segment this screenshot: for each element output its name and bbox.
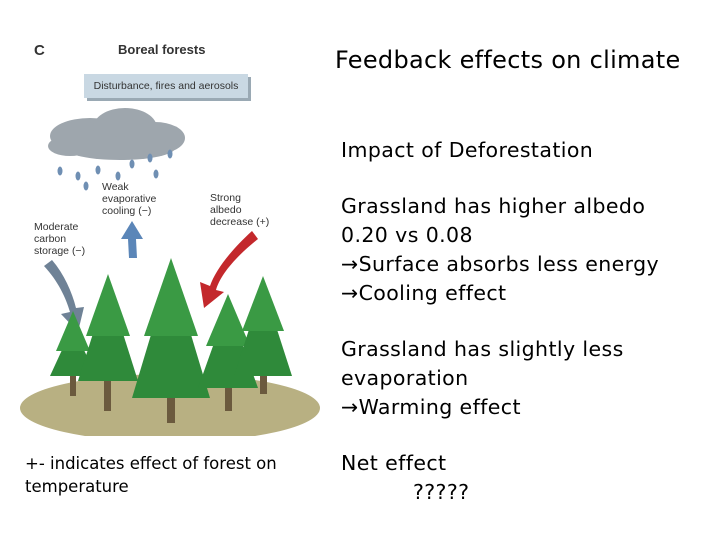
bullet-line: evaporation bbox=[341, 366, 469, 390]
evaporative-cooling-label bbox=[102, 181, 156, 217]
label-line: Strong bbox=[210, 192, 241, 204]
bullet-line: Grassland has slightly less bbox=[341, 337, 624, 361]
bullet-line: ????? bbox=[413, 480, 470, 504]
boreal-forest-figure bbox=[20, 36, 320, 436]
bullet-line: →Cooling effect bbox=[341, 281, 507, 305]
bullet-line: →Surface absorbs less energy bbox=[341, 252, 660, 276]
label-line: decrease (+) bbox=[210, 216, 270, 228]
label-line: storage (−) bbox=[34, 245, 86, 257]
label-line: albedo bbox=[210, 204, 242, 216]
figure-panel-letter: C bbox=[34, 42, 45, 59]
figure-banner: Disturbance, fires and aerosols bbox=[84, 74, 248, 98]
bullet-block bbox=[341, 335, 711, 422]
label-line: Weak bbox=[102, 181, 129, 193]
bullet-line: →Warming effect bbox=[341, 395, 521, 419]
slide-title: Feedback effects on climate bbox=[335, 46, 681, 74]
bullet-block bbox=[341, 192, 711, 308]
bullet-block bbox=[341, 449, 711, 507]
bullet-line: Grassland has higher albedo bbox=[341, 194, 646, 218]
label-line: evaporative bbox=[102, 193, 157, 205]
cloud-icon bbox=[48, 108, 185, 160]
bullet-line: Net effect bbox=[341, 451, 447, 475]
albedo-decrease-label bbox=[210, 192, 269, 228]
label-line: cooling (−) bbox=[102, 205, 152, 217]
bullet-line: 0.20 vs 0.08 bbox=[341, 223, 473, 247]
bullet-list bbox=[341, 136, 711, 534]
carbon-storage-label bbox=[34, 221, 85, 257]
carbon-arrow-icon bbox=[44, 260, 84, 332]
evaporation-arrow-icon bbox=[121, 221, 143, 258]
bullet-line: Impact of Deforestation bbox=[341, 138, 594, 162]
bullet-block bbox=[341, 136, 711, 165]
figure-title: Boreal forests bbox=[118, 42, 206, 57]
figure-caption: +- indicates effect of forest on temperature bbox=[25, 454, 277, 496]
label-line: Moderate bbox=[34, 221, 79, 233]
label-line: carbon bbox=[34, 233, 67, 245]
